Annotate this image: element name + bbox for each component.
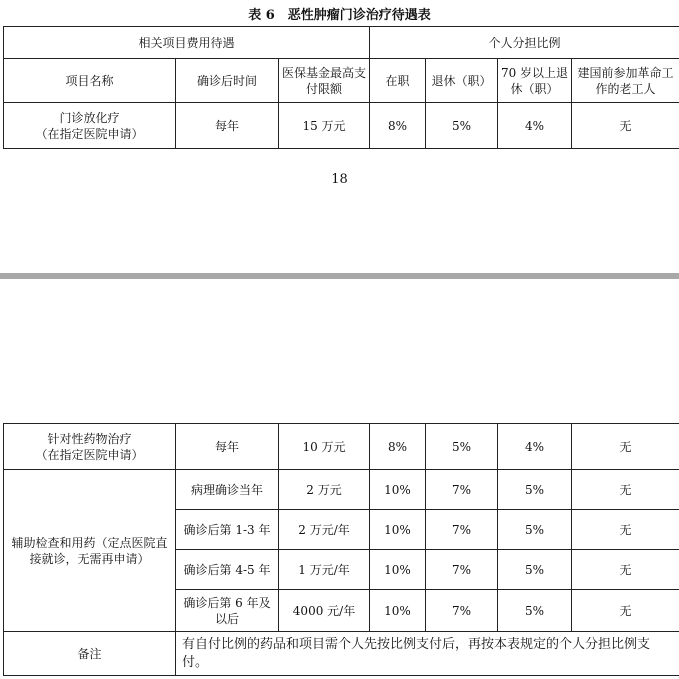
row-time: 病理确诊当年 [176, 470, 279, 510]
row-veteran: 无 [572, 470, 679, 510]
row-name-line2: （在指定医院申请） [35, 126, 144, 141]
row-veteran: 无 [572, 590, 679, 632]
remark-label: 备注 [4, 632, 176, 676]
row-over70: 5% [498, 590, 572, 632]
row-retired: 7% [426, 470, 498, 510]
page-number: 18 [331, 172, 348, 187]
header-item-name: 项目名称 [4, 59, 176, 103]
row-limit: 10 万元 [279, 424, 370, 470]
row-veteran: 无 [572, 103, 679, 149]
row-name [4, 424, 176, 470]
row-over70: 4% [498, 103, 572, 149]
row-retired: 7% [426, 550, 498, 590]
row-limit: 15 万元 [279, 103, 370, 149]
table-row [4, 470, 679, 510]
table-row [4, 632, 679, 676]
header-fund-limit: 医保基金最高支付限额 [279, 59, 370, 103]
row-limit: 4000 元/年 [279, 590, 370, 632]
row-name [4, 103, 176, 149]
header-time: 确诊后时间 [176, 59, 279, 103]
row-retired: 5% [426, 424, 498, 470]
row-retired: 7% [426, 590, 498, 632]
row-employed: 10% [370, 470, 426, 510]
row-limit: 2 万元 [279, 470, 370, 510]
table-row [4, 424, 679, 470]
row-time: 确诊后第 6 年及以后 [176, 590, 279, 632]
header-employed: 在职 [370, 59, 426, 103]
row-employed: 10% [370, 590, 426, 632]
aux-group-label: 辅助检查和用药（定点医院直接就诊，无需再申请） [4, 470, 176, 632]
row-veteran: 无 [572, 424, 679, 470]
row-employed: 8% [370, 103, 426, 149]
table-caption: 表 6 恶性肿瘤门诊治疗待遇表 [248, 8, 431, 23]
row-time: 确诊后第 4-5 年 [176, 550, 279, 590]
header-pre-revolution: 建国前参加革命工作的老工人 [572, 59, 679, 103]
page-separator [0, 273, 679, 279]
row-retired: 7% [426, 510, 498, 550]
row-time: 每年 [176, 424, 279, 470]
header-group-right: 个人分担比例 [370, 27, 679, 59]
row-employed: 10% [370, 550, 426, 590]
header-group-left: 相关项目费用待遇 [4, 27, 370, 59]
row-veteran: 无 [572, 550, 679, 590]
row-over70: 5% [498, 470, 572, 510]
remark-text: 有自付比例的药品和项目需个人先按比例支付后，再按本表规定的个人分担比例支付。 [176, 632, 679, 676]
row-over70: 5% [498, 550, 572, 590]
row-limit: 1 万元/年 [279, 550, 370, 590]
header-over70: 70 岁以上退休（职） [498, 59, 572, 103]
header-retired: 退休（职） [426, 59, 498, 103]
treatment-table-top [3, 26, 679, 149]
row-limit: 2 万元/年 [279, 510, 370, 550]
row-employed: 10% [370, 510, 426, 550]
row-employed: 8% [370, 424, 426, 470]
row-time: 确诊后第 1-3 年 [176, 510, 279, 550]
row-retired: 5% [426, 103, 498, 149]
row-name-line1: 门诊放化疗 [59, 110, 120, 125]
row-over70: 5% [498, 510, 572, 550]
row-veteran: 无 [572, 510, 679, 550]
row-time: 每年 [176, 103, 279, 149]
row-name-line2: （在指定医院申请） [35, 447, 144, 462]
table-row [4, 103, 679, 149]
row-over70: 4% [498, 424, 572, 470]
treatment-table-bottom [3, 423, 679, 676]
row-name-line1: 针对性药物治疗 [47, 431, 132, 446]
